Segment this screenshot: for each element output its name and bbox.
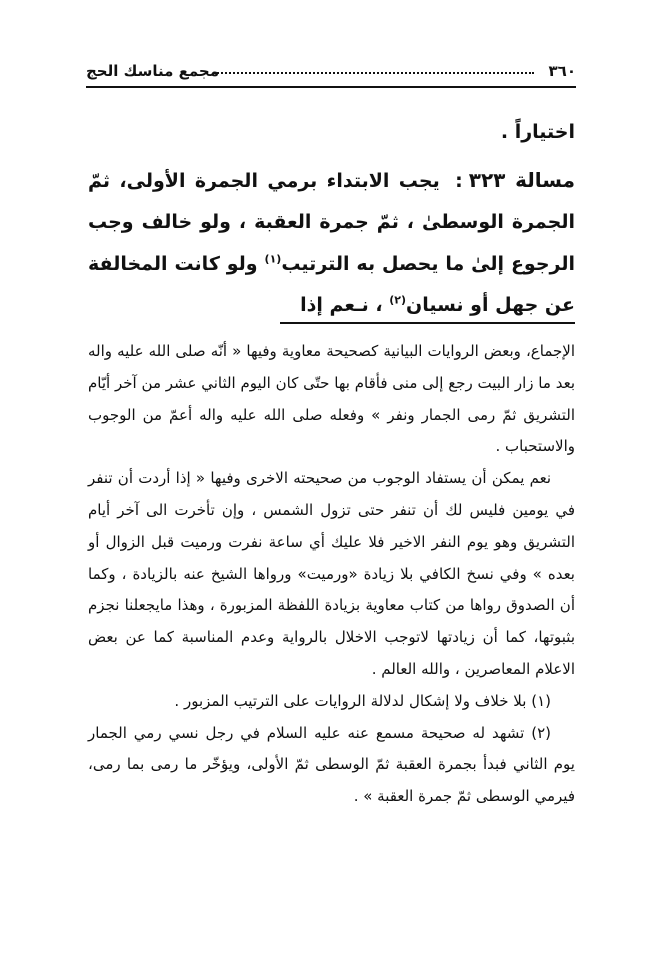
footnote-ref-1[interactable]: (١): [264, 252, 282, 266]
footnote-ref-2[interactable]: (٢): [389, 293, 406, 307]
masala-label: مسالة ٣٢٣: [468, 167, 575, 192]
footnote-2: [88, 718, 575, 813]
footnote-1-number: (١): [531, 691, 551, 710]
masala-text-2: ولو كانت المخالفة عن جهل أو نسيان: [88, 252, 575, 316]
main-text: [88, 112, 575, 327]
footnotes: [88, 336, 575, 813]
masala-text-3: ، نـعم إذا: [300, 294, 383, 316]
footnote-continuation: الإجماع، وبعض الروايات البيانية كصحيحة معاوية وفيها « أنّه صلى الله عليه واله بعد ما زار البيت رجع إلى منى فأقام بها حتّى كان اليوم الثاني عشر من آخر أيّام التشريق ثمّ رمى الجمار ونفر » وفعله صلى الله عليه واله أعمّ من الوجوب والاستحباب .: [88, 342, 575, 456]
header-rule: [86, 86, 576, 88]
masala-paragraph: مسالة ٣٢٣: يجب الابتداء برمي الجمرة الأولى، ثمّ الجمرة الوسطىٰ ، ثمّ جمرة العقبة ، ولو خالف وجب الرجوع إلىٰ ما يحصل به الترتيب$^{(١)}$ ولو كانت المخالفة عن جهل أو نسيان$^{(٢)}$ ، نـعم إذا: [88, 167, 575, 316]
header-dot-leader: [214, 72, 534, 74]
footnote-paragraph: نعم يمكن أن يستفاد الوجوب من صحيحته الاخرى وفيها « إذا أردت أن تنفر في يومين فليس لك أن تنفر حتى تزول الشمس ، وإن تأخرت الى آخر أيام التشريق وهو يوم النفر الاخير فلا عليك أي ساعة نفرت ورميت قبل الزوال أو بعده » وفي نسخ الكافي بلا زيادة «ورميت» ورواها الشيخ عنه بالزيادة ، وكما أن الصدوق رواها من كتاب معاوية بزيادة اللفظة المزبورة ، وهذا مايجعلنا نجزم بثبوتها، كما أن زيادتها لاتوجب الاخلال بالرواية وعدم المناسبة كما عن بعض الاعلام المعاصرين ، والله العالم .: [88, 469, 575, 678]
running-header: [86, 60, 576, 84]
footnote-1-text: بلا خلاف ولا إشكال لدلالة الروايات على الترتيب المزبور .: [174, 691, 527, 710]
book-title: مجمع مناسك الحج: [86, 62, 220, 80]
footnote-1: [88, 686, 575, 718]
footnote-separator: [280, 322, 575, 324]
footnote-2-number: (٢): [531, 723, 551, 742]
footnote-2-text: تشهد له صحيحة مسمع عنه عليه السلام في رجل نسي رمي الجمار يوم الثاني فبدأ بجمرة العقبة ثمّ الوسطى ثمّ الأولى، ويؤخّر ما رمى بما رمى، فيرمي الوسطى ثمّ جمرة العقبة » .: [88, 723, 575, 806]
masala-text: يجب الابتداء برمي الجمرة الأولى، ثمّ الجمرة الوسطىٰ ، ثمّ جمرة العقبة ، ولو خالف وجب الرجوع إلىٰ ما يحصل به الترتيب: [88, 169, 575, 275]
page-number: ٣٦٠: [548, 62, 576, 80]
continued-line: اختياراً .: [500, 121, 575, 143]
